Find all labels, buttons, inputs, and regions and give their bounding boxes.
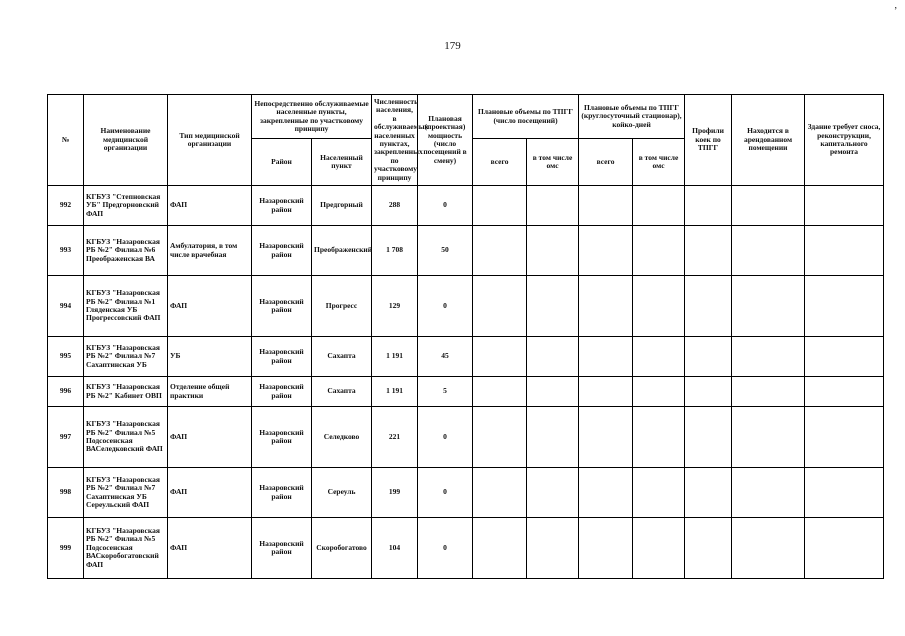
row-empty-cell xyxy=(685,337,732,377)
row-empty-cell xyxy=(685,226,732,276)
row-empty-cell xyxy=(473,186,527,226)
row-empty-cell xyxy=(805,468,884,518)
row-org-type: ФАП xyxy=(168,407,252,468)
table-row xyxy=(48,377,884,407)
row-district: Назаровский район xyxy=(252,226,312,276)
row-empty-cell xyxy=(579,337,633,377)
row-population: 221 xyxy=(372,407,418,468)
row-population: 288 xyxy=(372,186,418,226)
row-empty-cell xyxy=(579,186,633,226)
row-empty-cell xyxy=(685,377,732,407)
row-empty-cell xyxy=(633,186,685,226)
row-empty-cell xyxy=(579,276,633,337)
row-population: 1 191 xyxy=(372,337,418,377)
row-empty-cell xyxy=(633,407,685,468)
header-needs-work: Здание требует сноса, реконструкции, капитального ремонта xyxy=(805,95,884,186)
row-empty-cell xyxy=(805,226,884,276)
row-empty-cell xyxy=(633,518,685,579)
row-number: 992 xyxy=(48,186,84,226)
row-empty-cell xyxy=(805,337,884,377)
row-capacity: 0 xyxy=(418,518,473,579)
row-capacity: 5 xyxy=(418,377,473,407)
row-empty-cell xyxy=(473,518,527,579)
table-row xyxy=(48,226,884,276)
row-empty-cell xyxy=(527,226,579,276)
row-district: Назаровский район xyxy=(252,337,312,377)
row-org-type: Амбулатория, в том числе врачебная xyxy=(168,226,252,276)
row-org-name: КГБУЗ "Назаровская РБ №2" Филиал №5 Подсосенская ВАСеледковский ФАП xyxy=(84,407,168,468)
row-population: 1 191 xyxy=(372,377,418,407)
row-number: 997 xyxy=(48,407,84,468)
row-district: Назаровский район xyxy=(252,186,312,226)
row-empty-cell xyxy=(732,468,805,518)
row-empty-cell xyxy=(633,468,685,518)
row-empty-cell xyxy=(527,276,579,337)
row-org-name: КГБУЗ "Назаровская РБ №2" Филиал №6 Преображенская ВА xyxy=(84,226,168,276)
header-org-type: Тип медицинской организации xyxy=(168,95,252,186)
row-empty-cell xyxy=(685,186,732,226)
row-capacity: 0 xyxy=(418,186,473,226)
row-settlement: Сахапта xyxy=(312,377,372,407)
row-settlement: Преображенский xyxy=(312,226,372,276)
row-org-type: ФАП xyxy=(168,518,252,579)
row-org-name: КГБУЗ "Назаровская РБ №2" Филиал №1 Гляденская УБ Прогрессовский ФАП xyxy=(84,276,168,337)
row-empty-cell xyxy=(685,468,732,518)
row-org-type: ФАП xyxy=(168,468,252,518)
row-capacity: 0 xyxy=(418,276,473,337)
row-district: Назаровский район xyxy=(252,407,312,468)
row-empty-cell xyxy=(579,518,633,579)
row-settlement: Сереуль xyxy=(312,468,372,518)
header-served: Непосредственно обслуживаемые населенные пункты, закрепленные по участковому принципу xyxy=(252,95,372,139)
row-empty-cell xyxy=(527,377,579,407)
header-beds-oms: в том числе омс xyxy=(633,139,685,186)
row-org-type: ФАП xyxy=(168,276,252,337)
row-population: 1 708 xyxy=(372,226,418,276)
row-district: Назаровский район xyxy=(252,377,312,407)
row-number: 998 xyxy=(48,468,84,518)
row-empty-cell xyxy=(473,377,527,407)
row-org-type: УБ xyxy=(168,337,252,377)
row-empty-cell xyxy=(527,407,579,468)
row-empty-cell xyxy=(732,377,805,407)
row-number: 995 xyxy=(48,337,84,377)
row-number: 993 xyxy=(48,226,84,276)
row-empty-cell xyxy=(732,337,805,377)
table-row xyxy=(48,186,884,226)
row-empty-cell xyxy=(633,226,685,276)
row-empty-cell xyxy=(527,518,579,579)
row-empty-cell xyxy=(685,518,732,579)
row-district: Назаровский район xyxy=(252,276,312,337)
row-district: Назаровский район xyxy=(252,468,312,518)
row-capacity: 50 xyxy=(418,226,473,276)
row-number: 996 xyxy=(48,377,84,407)
row-settlement: Предгорный xyxy=(312,186,372,226)
header-population: Численность населения, в обслуживаемых населенных пунктах, закрепленных по участковому принципу xyxy=(372,95,418,186)
row-empty-cell xyxy=(527,468,579,518)
row-org-name: КГБУЗ "Назаровская РБ №2" Филиал №7 Сахаптинская УБ xyxy=(84,337,168,377)
row-empty-cell xyxy=(633,276,685,337)
row-district: Назаровский район xyxy=(252,518,312,579)
row-empty-cell xyxy=(805,518,884,579)
row-empty-cell xyxy=(633,337,685,377)
row-population: 129 xyxy=(372,276,418,337)
header-visits-total: всего xyxy=(473,139,527,186)
row-empty-cell xyxy=(473,337,527,377)
header-tpgg-beds: Плановые объемы по ТПГГ (круглосуточный стационар), койко-дней xyxy=(579,95,685,139)
row-org-name: КГБУЗ "Назаровская РБ №2" Филиал №5 Подсосенская ВАСкоробогатовский ФАП xyxy=(84,518,168,579)
row-empty-cell xyxy=(579,226,633,276)
header-visits-oms: в том числе омс xyxy=(527,139,579,186)
header-settlement: Населенный пункт xyxy=(312,139,372,186)
page-number: 179 xyxy=(444,40,461,52)
row-capacity: 0 xyxy=(418,407,473,468)
row-capacity: 0 xyxy=(418,468,473,518)
header-beds-total: всего xyxy=(579,139,633,186)
row-empty-cell xyxy=(527,186,579,226)
row-settlement: Селедково xyxy=(312,407,372,468)
row-empty-cell xyxy=(732,276,805,337)
header-capacity: Плановая (проектная) мощность (число посещений в смену) xyxy=(418,95,473,186)
row-settlement: Сахапта xyxy=(312,337,372,377)
header-district: Район xyxy=(252,139,312,186)
row-org-type: ФАП xyxy=(168,186,252,226)
row-org-name: КГБУЗ "Назаровская РБ №2" Филиал №7 Сахаптинская УБ Сереульский ФАП xyxy=(84,468,168,518)
row-empty-cell xyxy=(805,276,884,337)
row-population: 104 xyxy=(372,518,418,579)
table-row xyxy=(48,468,884,518)
registry-table xyxy=(47,94,884,579)
row-settlement: Скоробогатово xyxy=(312,518,372,579)
header-rented: Находится в арендованном помещении xyxy=(732,95,805,186)
header-bed-profiles: Профили коек по ТПГГ xyxy=(685,95,732,186)
row-empty-cell xyxy=(732,407,805,468)
row-empty-cell xyxy=(527,337,579,377)
table-row xyxy=(48,276,884,337)
row-org-name: КГБУЗ "Степновская УБ" Предгорновский ФАП xyxy=(84,186,168,226)
row-empty-cell xyxy=(805,186,884,226)
row-empty-cell xyxy=(732,186,805,226)
row-empty-cell xyxy=(732,226,805,276)
row-empty-cell xyxy=(685,407,732,468)
header-org-name: Наименование медицинской организации xyxy=(84,95,168,186)
table-row xyxy=(48,337,884,377)
row-empty-cell xyxy=(579,377,633,407)
row-empty-cell xyxy=(685,276,732,337)
row-empty-cell xyxy=(805,407,884,468)
row-settlement: Прогресс xyxy=(312,276,372,337)
row-org-type: Отделение общей практики xyxy=(168,377,252,407)
header-num: № xyxy=(48,95,84,186)
row-empty-cell xyxy=(473,468,527,518)
table-body xyxy=(48,186,884,579)
row-empty-cell xyxy=(633,377,685,407)
header-tpgg-visits: Плановые объемы по ТПГГ (число посещений) xyxy=(473,95,579,139)
row-empty-cell xyxy=(473,276,527,337)
row-number: 999 xyxy=(48,518,84,579)
row-number: 994 xyxy=(48,276,84,337)
row-empty-cell xyxy=(732,518,805,579)
row-empty-cell xyxy=(473,407,527,468)
row-capacity: 45 xyxy=(418,337,473,377)
row-empty-cell xyxy=(805,377,884,407)
row-empty-cell xyxy=(579,407,633,468)
corner-mark: , xyxy=(894,0,897,11)
row-population: 199 xyxy=(372,468,418,518)
row-empty-cell xyxy=(473,226,527,276)
row-empty-cell xyxy=(579,468,633,518)
table-row xyxy=(48,518,884,579)
table-row xyxy=(48,407,884,468)
row-org-name: КГБУЗ "Назаровская РБ №2" Кабинет ОВП xyxy=(84,377,168,407)
